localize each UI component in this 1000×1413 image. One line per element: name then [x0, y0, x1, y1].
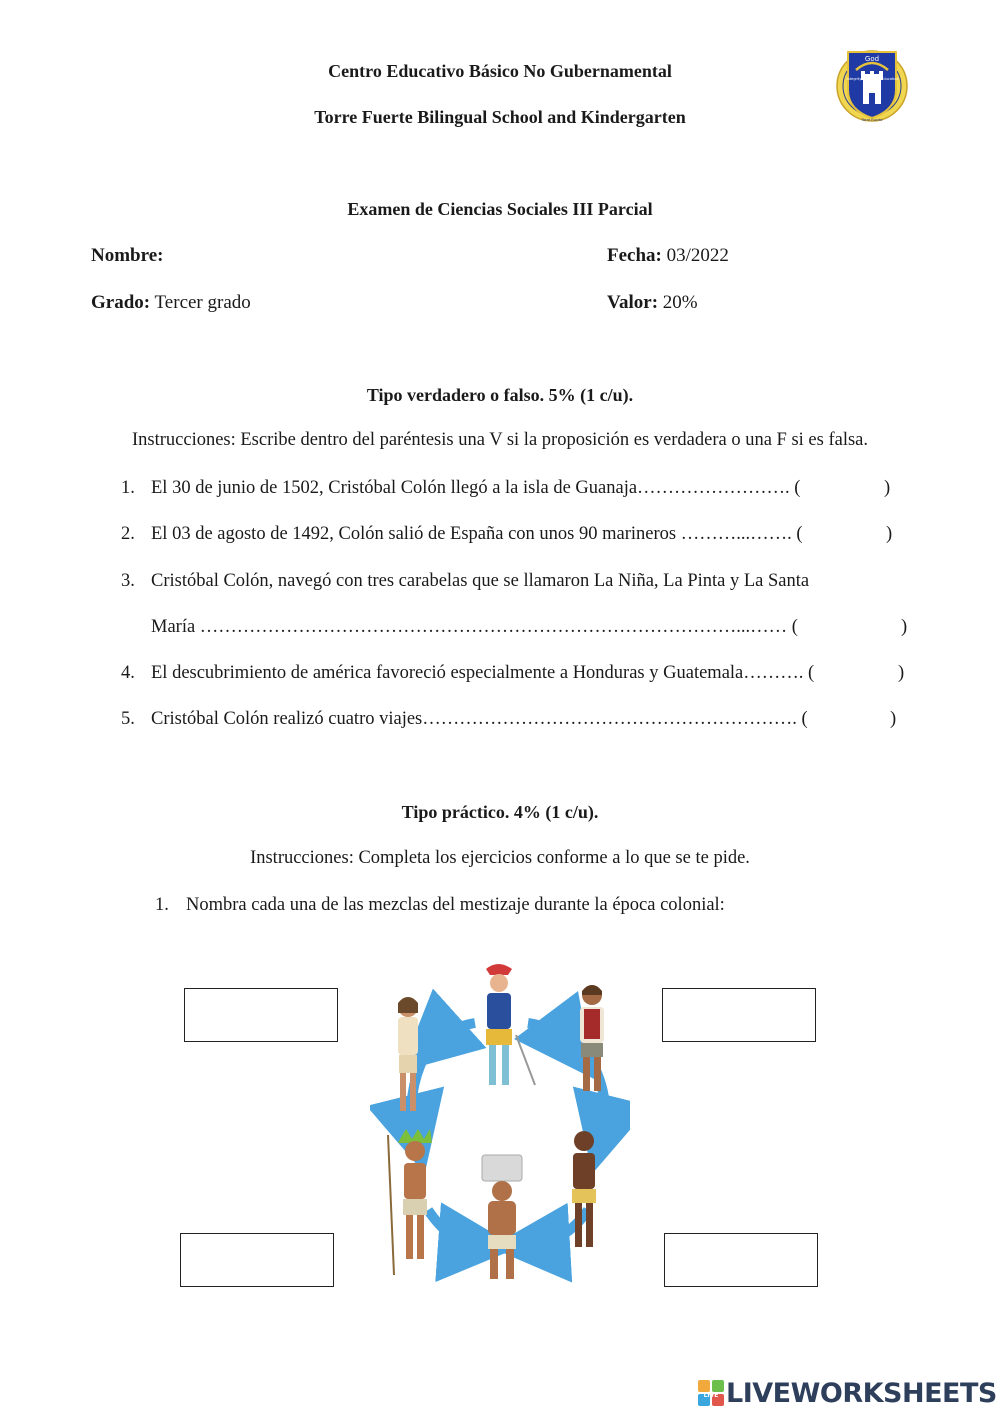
tf-answer-slot[interactable]: )	[886, 524, 893, 544]
tf-item-number: 2.	[121, 524, 135, 544]
exam-title: Examen de Ciencias Sociales III Parcial	[347, 199, 653, 219]
liveworksheets-text: LIVEWORKSHEETS	[726, 1377, 997, 1409]
grado-field	[91, 292, 251, 314]
fecha-field	[607, 245, 729, 267]
fecha-label: Fecha:	[607, 245, 662, 266]
fecha-value: 03/2022	[666, 245, 729, 266]
tf-answer-slot[interactable]: )	[898, 663, 905, 683]
mestizaje-diagram	[370, 955, 630, 1290]
valor-field	[607, 292, 698, 314]
answer-box-bottom-right[interactable]	[664, 1233, 818, 1287]
grado-label: Grado:	[91, 292, 151, 313]
section1-title: Tipo verdadero o falso. 5% (1 c/u).	[366, 385, 634, 405]
tf-item-text: El descubrimiento de américa favoreció especialmente a Honduras y Guatemala………. (	[151, 663, 815, 683]
liveworksheets-watermark	[698, 1376, 997, 1410]
tf-item-text: Cristóbal Colón realizó cuatro viajes……………………………………………………. (	[151, 709, 808, 729]
spaniard-figure	[486, 964, 535, 1085]
crest-right-text: Education	[881, 77, 899, 81]
tf-item-text: El 30 de junio de 1502, Cristóbal Colón llegó a la isla de Guanaja……………………. (	[151, 478, 801, 498]
african-figure	[572, 1131, 596, 1247]
tf-answer-slot[interactable]: )	[901, 617, 908, 637]
crest-left-text: Integrity	[846, 77, 862, 81]
section2-title: Tipo práctico. 4% (1 c/u).	[401, 802, 599, 822]
tf-answer-slot[interactable]: )	[890, 709, 897, 729]
crest-top-text: God	[864, 55, 880, 63]
mulatto-figure	[580, 985, 604, 1091]
tf-item-number: 1.	[121, 478, 135, 498]
tf-item-number: 3.	[121, 571, 135, 591]
porter-figure	[482, 1155, 522, 1279]
tf-item-text: Cristóbal Colón, navegó con tres carabelas que se llamaron La Niña, La Pinta y La Santa	[151, 571, 810, 591]
indigenous-figure	[388, 1129, 432, 1275]
liveworksheets-logo-icon	[698, 1380, 724, 1406]
section1-instructions: Instrucciones: Escribe dentro del paréntesis una V si la proposición es verdadera o una F si es falsa.	[131, 430, 869, 450]
valor-label: Valor:	[607, 292, 659, 313]
tf-item-number: 5.	[121, 709, 135, 729]
answer-box-bottom-left[interactable]	[180, 1233, 334, 1287]
nombre-label: Nombre:	[91, 245, 164, 266]
tf-item-text: El 03 de agosto de 1492, Colón salió de España con unos 90 marineros ………...……. (	[151, 524, 803, 544]
nombre-field	[91, 245, 163, 267]
answer-box-top-left[interactable]	[184, 988, 338, 1042]
school-name-line2: Torre Fuerte Bilingual School and Kindergarten	[314, 107, 686, 127]
practice-item-number: 1.	[155, 895, 169, 915]
logo-letters: LIVE	[703, 1392, 719, 1399]
valor-value: 20%	[662, 292, 698, 313]
crest-bottom-text: Torre Fuerte	[861, 118, 883, 122]
school-name-line1: Centro Educativo Básico No Gubernamental	[328, 61, 672, 81]
grado-value: Tercer grado	[154, 292, 251, 313]
section2-instructions: Instrucciones: Completa los ejercicios conforme a lo que se te pide.	[250, 848, 750, 868]
tf-answer-slot[interactable]: )	[884, 478, 891, 498]
school-crest-icon	[832, 44, 912, 124]
practice-item-text: Nombra cada una de las mezclas del mestizaje durante la época colonial:	[186, 895, 725, 915]
tf-item-text-continued: María ……………………………………………………………………………...…… (	[151, 617, 798, 637]
answer-box-top-right[interactable]	[662, 988, 816, 1042]
tf-item-number: 4.	[121, 663, 135, 683]
